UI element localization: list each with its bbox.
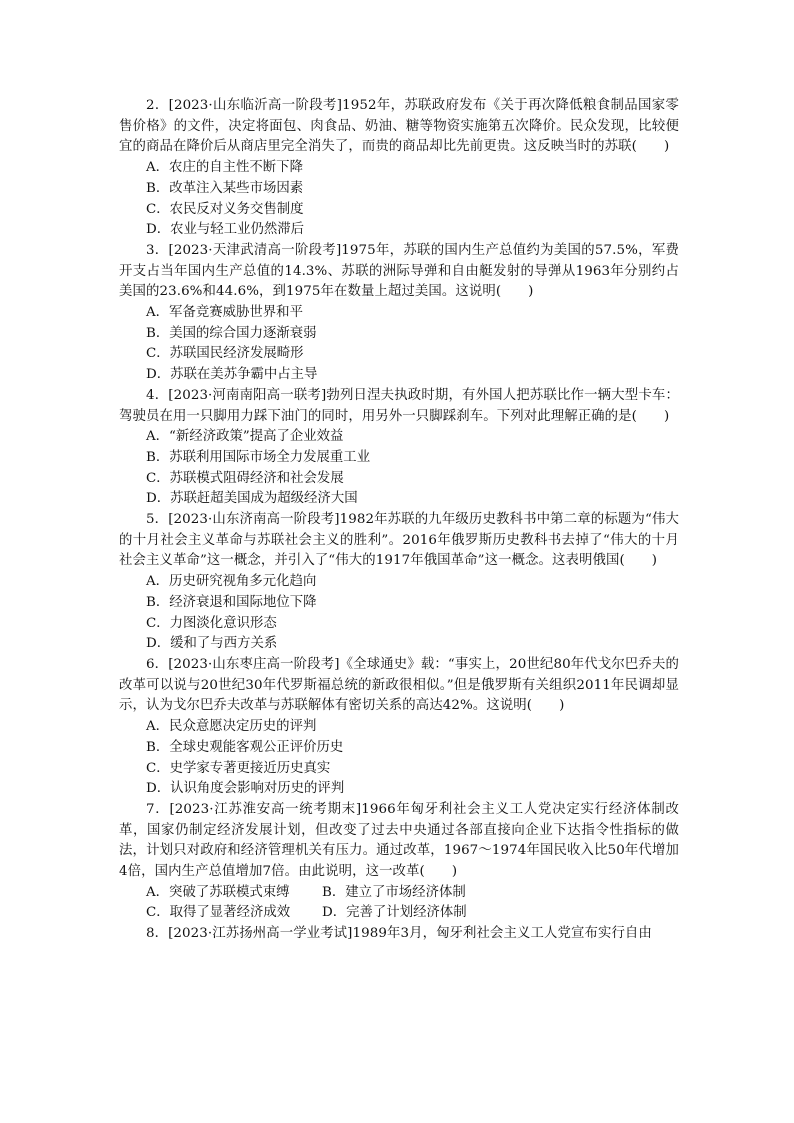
option-c: C．苏联国民经济发展畸形 [146, 346, 304, 362]
option-b: B．建立了市场经济体制 [322, 884, 466, 900]
question-2 [119, 96, 679, 241]
question-list [119, 96, 679, 945]
option-c: C．农民反对义务交售制度 [146, 201, 304, 217]
question-stem: 7．[2023·江苏淮安高一统考期末]1966年匈牙利社会主义工人党决定实行经济体制改革，国家仍制定经济发展计划，但改变了过去中央通过各部直接向企业下达指令性指标的做法，计划只对政府和经济管理机关有压力。通过改革，1967～1974年国民收入比50年代增加4倍，国内生产总值增加7倍。由此说明，这一改革( ) [119, 801, 679, 880]
option-c: C．力图淡化意识形态 [146, 615, 277, 631]
option-b: B．全球史观能客观公正评价历史 [146, 739, 344, 755]
question-6 [119, 655, 679, 800]
question-stem: 8．[2023·江苏扬州高一学业考试]1989年3月，匈牙利社会主义工人党宣布实行自由 [146, 926, 652, 942]
option-b: B．经济衰退和国际地位下降 [146, 594, 317, 610]
option-b: B．美国的综合国力逐渐衰弱 [146, 325, 317, 341]
question-stem: 2．[2023·山东临沂高一阶段考]1952年，苏联政府发布《关于再次降低粮食制品国家零售价格》的文件，决定将面包、肉食品、奶油、糖等物资实施第五次降价。民众发现，比较便宜的商品在降价后从商店里完全消失了，而贵的商品却比先前更贵。这反映当时的苏联( ) [119, 98, 679, 155]
option-c: C．苏联模式阻碍经济和社会发展 [146, 470, 344, 486]
question-7 [119, 800, 679, 924]
question-stem: 5．[2023·山东济南高一阶段考]1982年苏联的九年级历史教科书中第二章的标题为“伟大的十月社会主义革命与苏联社会主义的胜利”。2016年俄罗斯历史教科书去掉了“伟大的十月社会主义革命”这一概念，并引入了“伟大的1917年俄国革命”这一概念。这表明俄国( ) [119, 512, 679, 569]
option-a: A．突破了苏联模式束缚 [146, 884, 290, 900]
option-b: B．苏联利用国际市场全力发展重工业 [146, 449, 371, 465]
option-a: A．军备竞赛威胁世界和平 [146, 305, 303, 321]
question-3 [119, 241, 679, 386]
question-4 [119, 386, 679, 510]
option-d: D．完善了计划经济体制 [322, 905, 467, 921]
option-d: D．农业与轻工业仍然滞后 [146, 222, 305, 238]
option-b: B．改革注入某些市场因素 [146, 180, 304, 196]
option-a: A．民众意愿决定历史的评判 [146, 719, 317, 735]
question-8 [119, 924, 679, 945]
option-c: C．取得了显著经济成效 [146, 905, 291, 921]
option-d: D．认识角度会影响对历史的评判 [146, 781, 345, 797]
question-5 [119, 510, 679, 655]
option-a: A．农庄的自主性不断下降 [146, 160, 303, 176]
option-d: D．苏联在美苏争霸中占主导 [146, 367, 318, 383]
question-stem: 4．[2023·河南南阳高一联考]勃列日涅夫执政时期，有外国人把苏联比作一辆大型卡车：驾驶员在用一只脚用力踩下油门的同时，用另外一只脚踩刹车。下列对此理解正确的是( ) [119, 387, 679, 424]
option-a: A．“新经济政策”提高了企业效益 [146, 429, 344, 445]
question-stem: 3．[2023·天津武清高一阶段考]1975年，苏联的国内生产总值约为美国的57.5%，军费开支占当年国内生产总值的14.3%、苏联的洲际导弹和自由艇发射的导弹从1963年分别约占美国的23.6%和44.6%，到1975年在数量上超过美国。这说明( ) [119, 242, 679, 300]
option-row [119, 903, 679, 924]
option-c: C．史学家专著更接近历史真实 [146, 760, 331, 776]
option-a: A．历史研究视角多元化趋向 [146, 574, 317, 590]
option-d: D．苏联赶超美国成为超级经济大国 [146, 491, 358, 507]
option-d: D．缓和了与西方关系 [146, 636, 278, 652]
question-stem: 6．[2023·山东枣庄高一阶段考]《全球通史》载：“事实上，20世纪80年代戈尔巴乔夫的改革可以说与20世纪30年代罗斯福总统的新政很相似。”但是俄罗斯有关组织2011年民调却显示，认为戈尔巴乔夫改革与苏联解体有密切关系的高达42%。这说明( ) [119, 656, 679, 714]
option-row [119, 883, 679, 904]
